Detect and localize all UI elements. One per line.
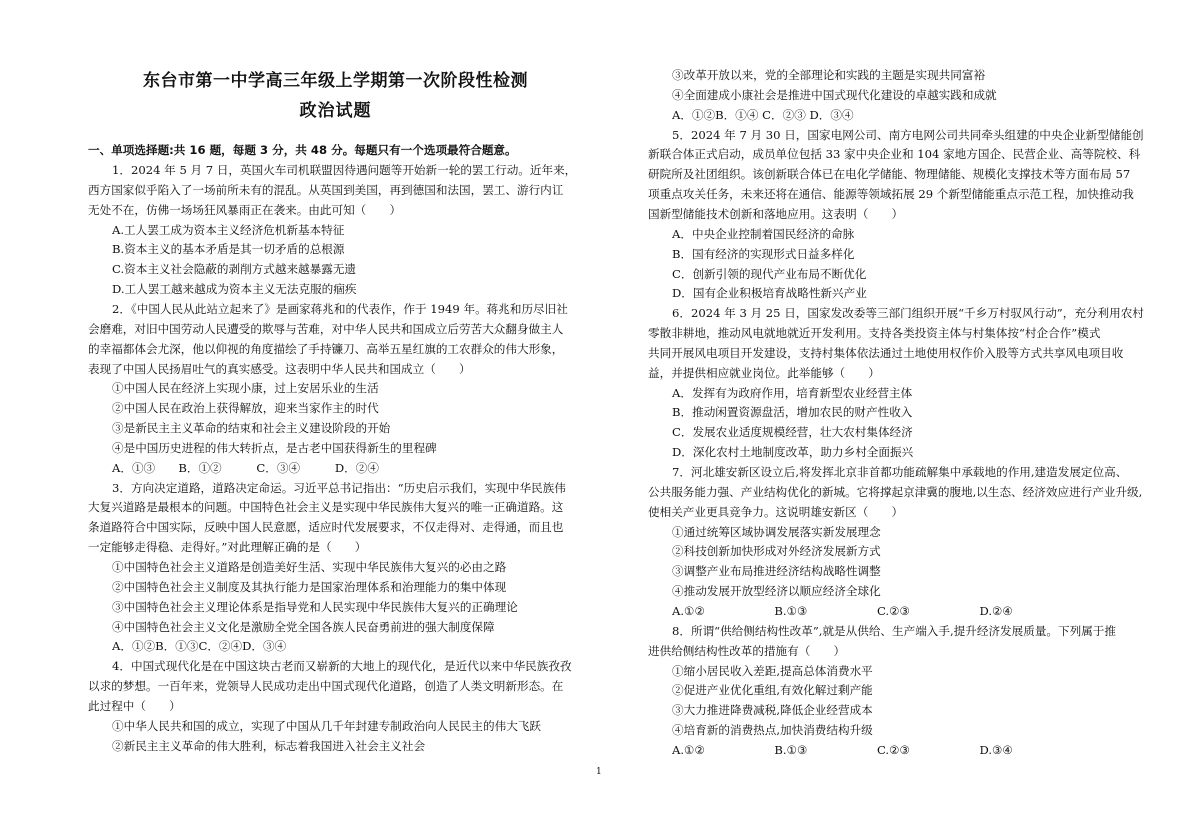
text-line: 无处不在，仿佛一场场狂风暴雨正在袭来。由此可知（ ） — [88, 202, 402, 217]
text-line: 5．2024 年 7 月 30 日，国家电网公司、南方电网公司共同牵头组建的中央企业新型储能创 — [672, 127, 1144, 142]
text-line: 2．《中国人民从此站立起来了》是画家蒋兆和的代表作，作于 1949 年。蒋兆和历尽旧社 — [112, 301, 568, 316]
text-line: 8．所谓“供给侧结构性改革”,就是从供给、生产端入手,提升经济发展质量。下列属于推 — [672, 623, 1116, 638]
text-line: ③改革开放以来，党的全部理论和实践的主题是实现共同富裕 — [672, 68, 986, 82]
text-line: ①中国特色社会主义道路是创造美好生活、实现中华民族伟大复兴的必由之路 — [112, 560, 507, 574]
text-line: 研院所及社团组织。该创新联合体已在电化学储能、物理储能、规模化支撑技术等方面布局 57 — [648, 167, 1131, 182]
text-line: 此过程中（ ） — [88, 698, 181, 713]
text-line: ④中国特色社会主义文化是激励全党全国各族人民奋勇前进的强大制度保障 — [112, 619, 495, 634]
text-line: ④培育新的消费热点,加快消费结构升级 — [672, 723, 873, 738]
text-line: 3．方向决定道路，道路决定命运。习近平总书记指出：“历史启示我们，实现中华民族伟 — [112, 480, 566, 495]
text-line: ②新民主主义革命的伟大胜利，标志着我国进入社会主义社会 — [112, 738, 426, 753]
text-line: ②中国特色社会主义制度及其执行能力是国家治理体系和治理能力的集中体现 — [112, 579, 507, 594]
text-line: A.工人罢工成为资本主义经济危机新基本特征 — [112, 222, 345, 237]
text-line: 以求的梦想。一百年来，党领导人民成功走出中国式现代化道路，创造了人类文明新形态。在 — [88, 679, 564, 694]
text-line: A．①③ B．①② C．③④ D．②④ — [112, 460, 379, 475]
text-line: 进供给侧结构性改革的措施有（ ） — [648, 643, 846, 658]
text-line: 公共服务能力强、产业结构优化的新城。它将撑起京津冀的腹地,以生态、经济效应进行产业升级, — [648, 484, 1143, 499]
text-line: A.①② B.①③ C.②③ D.③④ — [672, 742, 1013, 757]
text-line: C．创新引领的现代产业布局不断优化 — [672, 266, 867, 281]
text-line: ③是新民主主义革命的结束和社会主义建设阶段的开始 — [112, 421, 391, 436]
text-line: ②中国人民在政治上获得解放，迎来当家作主的时代 — [112, 401, 379, 416]
text-line: ②促进产业优化重组,有效化解过剩产能 — [672, 683, 873, 698]
text-line: 益，并提供相应就业岗位。此举能够（ ） — [648, 365, 880, 380]
text-line: ②科技创新加快形成对外经济发展新方式 — [672, 544, 881, 559]
text-line: 共同开展风电项目开发建设，支持村集体依法通过土地使用权作价入股等方式共享风电项目收 — [648, 345, 1124, 360]
text-line: 的幸福都体会尤深，他以仰视的角度描绘了手持镰刀、高举五星红旗的工农群众的伟大形象， — [88, 341, 564, 356]
text-line: D．深化农村土地制度改革，助力乡村全面振兴 — [672, 445, 914, 460]
exam-subject: 政治试题 — [299, 101, 372, 121]
text-line: 一定能够走得稳、走得好。”对此理解正确的是（ ） — [88, 540, 367, 555]
text-line: 大复兴道路是最根本的问题。中国特色社会主义是实现中华民族伟大复兴的唯一正确道路。这 — [88, 500, 564, 515]
text-line: ④全面建成小康社会是推进中国式现代化建设的卓越实践和成就 — [672, 87, 997, 102]
text-line: D．国有企业积极培育战略性新兴产业 — [672, 286, 867, 301]
text-line: C.资本主义社会隐蔽的剥削方式越来越暴露无遗 — [112, 262, 357, 277]
text-line: ③大力推进降费减税,降低企业经营成本 — [672, 703, 873, 718]
text-line: ④推动发展开放型经济以顺应经济全球化 — [672, 584, 881, 599]
text-line: 会磨难，对旧中国劳动人民遭受的欺辱与苦难，对中华人民共和国成立后劳苦大众翻身做主人 — [88, 321, 564, 336]
text-line: A.①② B.①③ C.②③ D.②④ — [672, 603, 1013, 618]
text-line: B．推动闲置资源盘活，增加农民的财产性收入 — [672, 405, 913, 420]
text-line: 项重点攻关任务，未来还将在通信、能源等领域拓展 29 个新型储能重点示范工程，加快推动我 — [648, 187, 1134, 202]
text-line: ③调整产业布局推进经济结构战略性调整 — [672, 564, 881, 579]
section-heading: 一、单项选择题:共 16 题，每题 3 分，共 48 分。每题只有一个选项最符合题意。 — [88, 143, 517, 157]
text-line: C．发展农业适度规模经营，壮大农村集体经济 — [672, 425, 913, 440]
text-line: A．①②B．①④ C．②③ D．③④ — [672, 107, 854, 122]
text-line: ①中华人民共和国的成立，实现了中国从几千年封建专制政治向人民民主的伟大飞跃 — [112, 718, 541, 733]
text-line: 条道路符合中国实际，反映中国人民意愿，适应时代发展要求，不仅走得对、走得通，而且也 — [88, 520, 564, 535]
text-line: D.工人罢工越来越成为资本主义无法克服的痼疾 — [112, 282, 357, 297]
text-line: A．发挥有为政府作用，培育新型农业经营主体 — [672, 385, 913, 400]
page-number: 1 — [596, 767, 602, 777]
text-line: 表现了中国人民扬眉吐气的真实感受。这表明中华人民共和国成立（ ） — [88, 361, 471, 376]
text-line: 7．河北雄安新区设立后,将发挥北京非首都功能疏解集中承载地的作用,建造发展定位高、 — [672, 465, 1128, 479]
text-line: ④是中国历史进程的伟大转折点，是古老中国获得新生的里程碑 — [112, 440, 437, 455]
text-line: 零散非耕地，推动风电就地就近开发利用。支持各类投资主体与村集体按“村企合作”模式 — [648, 326, 1101, 341]
text-line: A．中央企业控制着国民经济的命脉 — [672, 226, 855, 241]
text-line: 新联合体正式启动，成员单位包括 33 家中央企业和 104 家地方国企、民营企业、高等院校、科 — [648, 147, 1141, 162]
text-line: 西方国家似乎陷入了一场前所未有的混乱。从英国到美国，再到德国和法国，罢工、游行内讧 — [88, 182, 564, 197]
text-line: B．国有经济的实现形式日益多样化 — [672, 246, 855, 261]
text-line: 1．2024 年 5 月 7 日，英国火车司机联盟因待遇问题等开始新一轮的罢工行动。近年来， — [112, 163, 577, 177]
text-line: A．①②B．①③C．②④D．③④ — [112, 639, 287, 654]
text-line: B.资本主义的基本矛盾是其一切矛盾的总根源 — [112, 242, 345, 257]
text-line: 6．2024 年 3 月 25 日，国家发改委等三部门组织开展“千乡万村驭风行动”，充分利用农村 — [672, 306, 1144, 321]
text-line: 使相关产业更具竞争力。这说明雄安新区（ ） — [648, 504, 904, 519]
text-line: ①通过统筹区域协调发展落实新发展理念 — [672, 524, 881, 539]
exam-title: 东台市第一中学高三年级上学期第一次阶段性检测 — [143, 71, 528, 91]
text-line: ①缩小居民收入差距,提高总体消费水平 — [672, 663, 873, 678]
text-line: ①中国人民在经济上实现小康，过上安居乐业的生活 — [112, 381, 379, 396]
text-line: ③中国特色社会主义理论体系是指导党和人民实现中华民族伟大复兴的正确理论 — [112, 599, 518, 614]
text-line: 国新型储能技术创新和落地应用。这表明（ ） — [648, 206, 904, 221]
text-line: 4．中国式现代化是在中国这块古老而又崭新的大地上的现代化，是近代以来中华民族孜孜 — [112, 659, 572, 674]
